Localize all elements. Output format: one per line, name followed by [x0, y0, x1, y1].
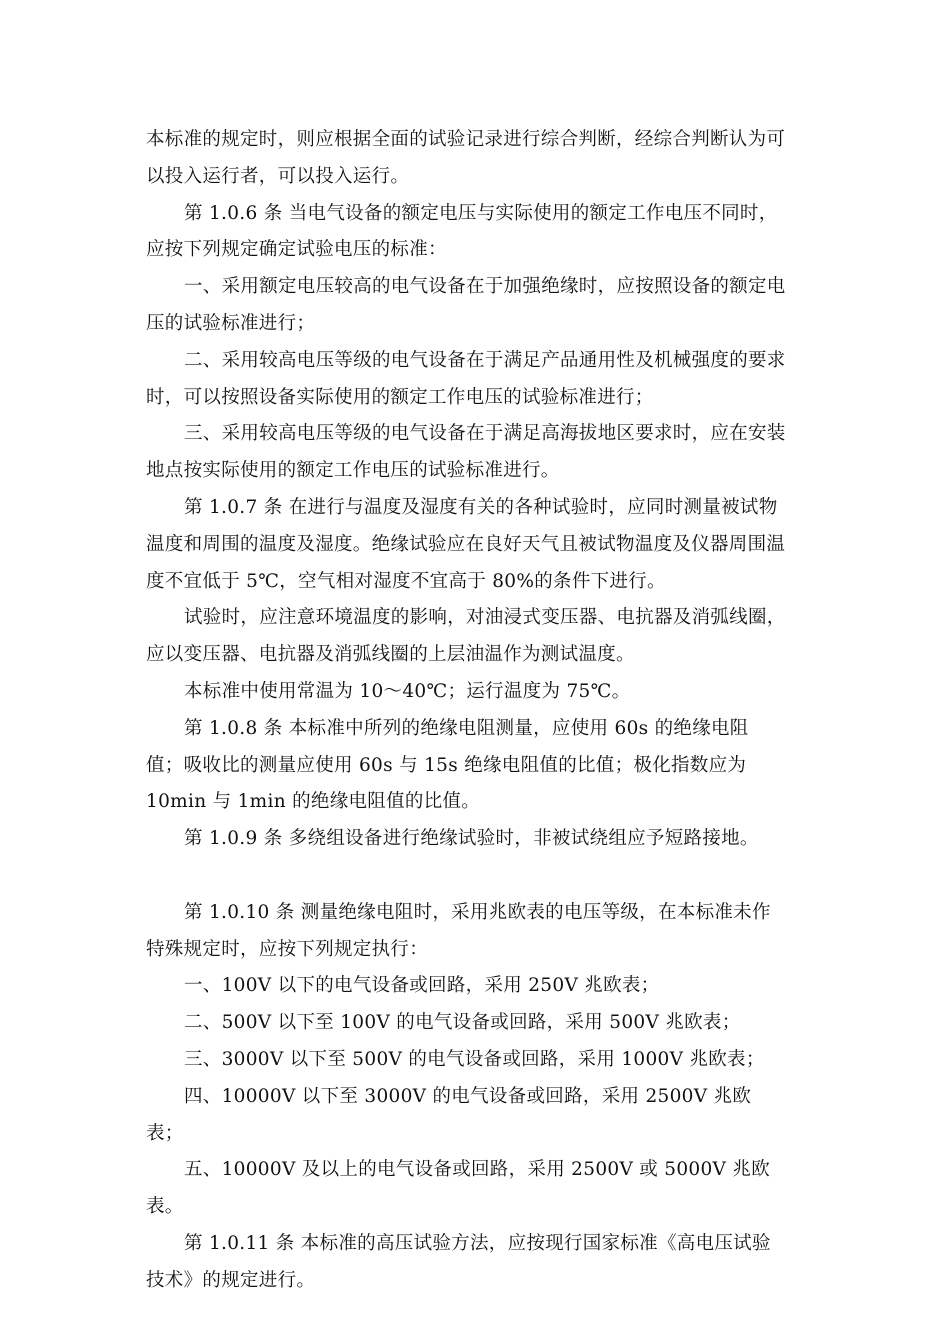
paragraph-item-1: 一、采用额定电压较高的电气设备在于加强绝缘时，应按照设备的额定电压的试验标准进行；	[146, 276, 786, 334]
paragraph-test-temperature: 试验时，应注意环境温度的影响，对油浸式变压器、电抗器及消弧线圈，应以变压器、电抗器及消弧线圈的上层油温作为测试温度。	[146, 607, 786, 666]
blank-line	[146, 858, 786, 895]
paragraph-megger-item-5: 五、10000V 及以上的电气设备或回路，采用 2500V 或 5000V 兆欧表。	[146, 1159, 770, 1218]
paragraph-normal-temperature: 本标准中使用常温为 10～40℃；运行温度为 75℃。	[184, 680, 631, 702]
paragraph-item-3: 三、采用较高电压等级的电气设备在于满足高海拔地区要求时，应在安装地点按实际使用的额定工作电压的试验标准进行。	[146, 423, 786, 482]
paragraph-article-1-0-6: 第 1.0.6 条 当电气设备的额定电压与实际使用的额定工作电压不同时，应按下列规定确定试验电压的标准：	[146, 202, 778, 261]
paragraph-article-1-0-8: 第 1.0.8 条 本标准中所列的绝缘电阻测量，应使用 60s 的绝缘电阻值；吸收比的测量应使用 60s 与 15s 绝缘电阻值的比值；极化指数应为 10min 与 1min 的绝缘电阻值的比值。	[146, 717, 749, 813]
paragraph-article-1-0-10: 第 1.0.10 条 测量绝缘电阻时，采用兆欧表的电压等级，在本标准未作特殊规定时，应按下列规定执行：	[146, 901, 771, 960]
document-body	[146, 122, 786, 1300]
paragraph-megger-item-2: 二、500V 以下至 100V 的电气设备或回路，采用 500V 兆欧表；	[184, 1012, 741, 1034]
paragraph-megger-item-1: 一、100V 以下的电气设备或回路，采用 250V 兆欧表；	[184, 975, 660, 997]
paragraph-article-1-0-11: 第 1.0.11 条 本标准的高压试验方法，应按现行国家标准《高电压试验技术》的规定进行。	[146, 1232, 771, 1291]
paragraph-item-2: 二、采用较高电压等级的电气设备在于满足产品通用性及机械强度的要求时，可以按照设备实际使用的额定工作电压的试验标准进行；	[146, 349, 786, 408]
paragraph-megger-item-4: 四、10000V 以下至 3000V 的电气设备或回路，采用 2500V 兆欧表；	[146, 1085, 752, 1144]
paragraph-article-1-0-7: 第 1.0.7 条 在进行与温度及湿度有关的各种试验时，应同时测量被试物温度和周围的温度及湿度。绝缘试验应在良好天气且被试物温度及仪器周围温度不宜低于 5℃，空气相对湿度不宜高于 80%的条件下进行。	[146, 496, 786, 592]
paragraph-article-1-0-9: 第 1.0.9 条 多绕组设备进行绝缘试验时，非被试绕组应予短路接地。	[184, 828, 759, 850]
paragraph-megger-item-3: 三、3000V 以下至 500V 的电气设备或回路，采用 1000V 兆欧表；	[184, 1048, 765, 1070]
paragraph-continuation: 本标准的规定时，则应根据全面的试验记录进行综合判断，经综合判断认为可以投入运行者，可以投入运行。	[146, 129, 786, 187]
